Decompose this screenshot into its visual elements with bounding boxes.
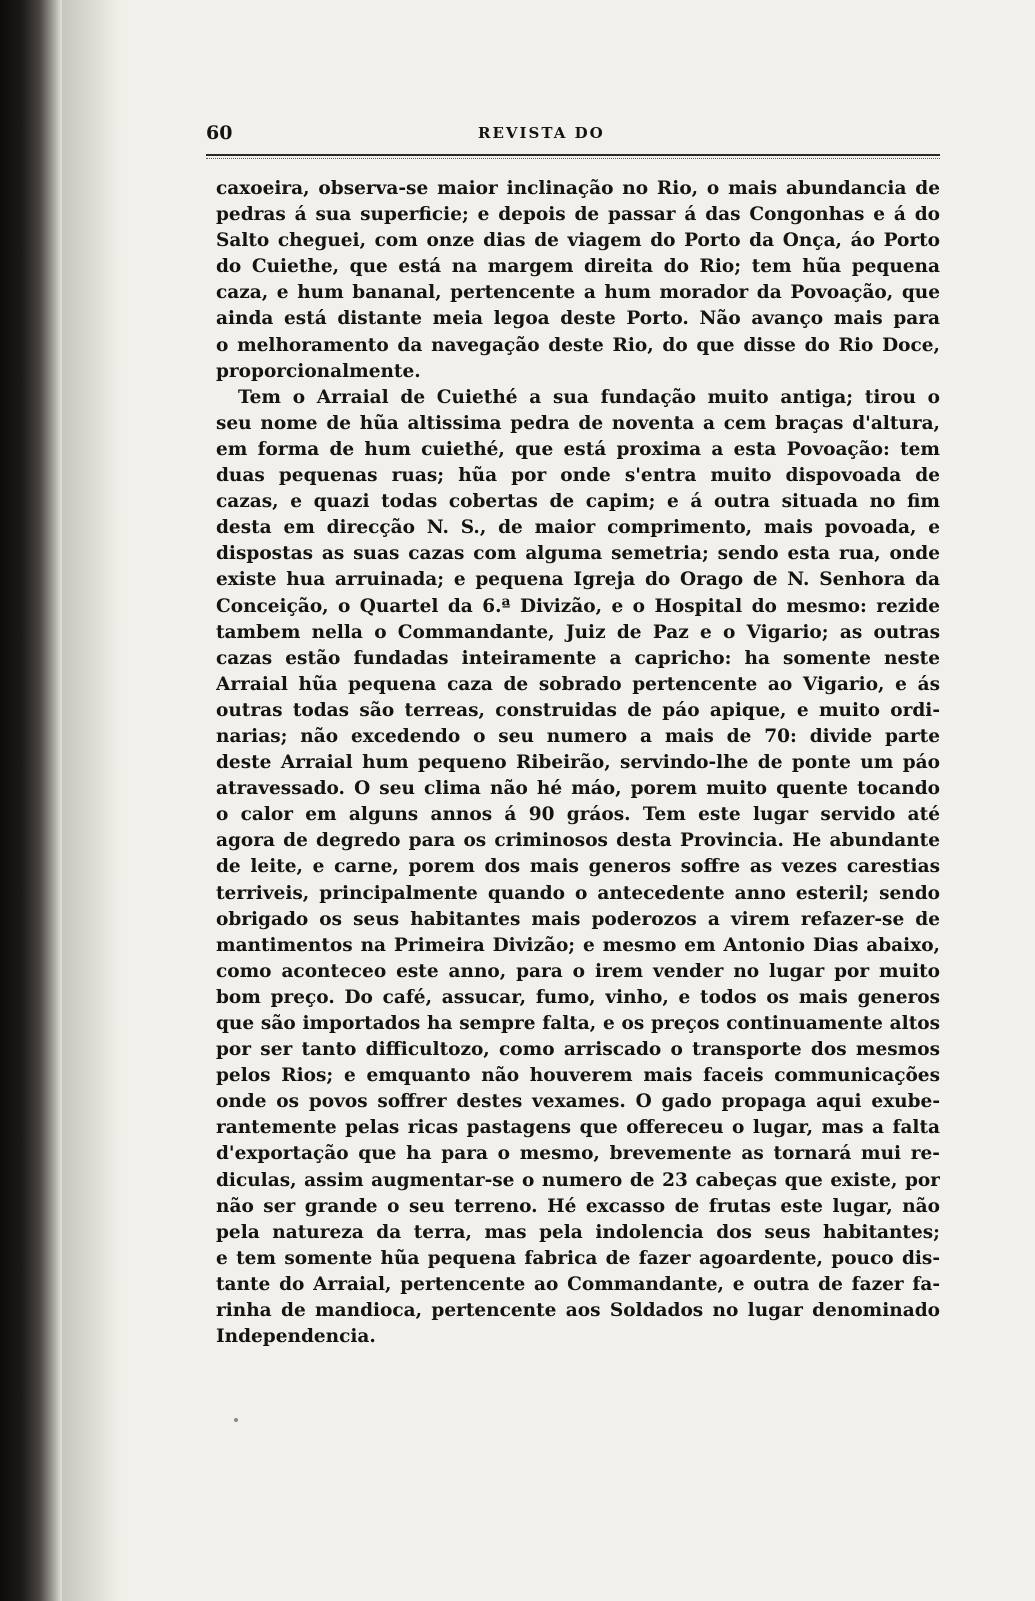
- text-line: proporcionalmente.: [216, 360, 421, 382]
- header-rule: [206, 154, 940, 156]
- page-header: [206, 118, 938, 148]
- text-line: Tem o Arraial de Cuiethé a sua fundação muito antiga; tirou o: [238, 386, 940, 408]
- text-line: caza, e hum bananal, pertencente a hum morador da Povoação, que: [216, 282, 940, 304]
- text-line: caxoeira, observa-se maior inclinação no Rio, o mais abundancia de: [216, 178, 940, 199]
- text-line: que são importados ha sempre falta, e os preços continuamente altos: [216, 1013, 940, 1034]
- text-line: onde os povos soffrer destes vexames. O gado propaga aqui exube-: [216, 1091, 940, 1113]
- text-line: outras todas são terreas, construidas de páo apique, e muito ordi-: [216, 699, 940, 721]
- running-head: REVISTA DO: [478, 124, 605, 142]
- text-line: por ser tanto difficultozo, como arriscado o transporte dos mesmos: [216, 1039, 940, 1061]
- text-line: tante do Arraial, pertencente ao Commandante, e outra de fazer fa-: [216, 1273, 940, 1295]
- text-line: rantemente pelas ricas pastagens que offereceu o lugar, mas a falta: [216, 1117, 940, 1139]
- text-line: Salto cheguei, com onze dias de viagem do Porto da Onça, áo Porto: [216, 230, 940, 252]
- page-number: 60: [206, 122, 233, 144]
- header-rule-dotted: [206, 158, 940, 159]
- text-line: seu nome de hũa altissima pedra de noventa a cem braças d'altura,: [216, 412, 940, 434]
- text-line: como aconteceo este anno, para o irem vender no lugar por muito: [216, 960, 940, 982]
- text-line: cazas estão fundadas inteiramente a capricho: ha somente neste: [216, 647, 940, 669]
- text-line: o calor em alguns annos á 90 gráos. Tem este lugar servido até: [216, 804, 940, 826]
- text-line: de leite, e carne, porem dos mais generos soffre as vezes carestias: [216, 856, 940, 878]
- text-line: obrigado os seus habitantes mais poderozos a virem refazer-se de: [216, 908, 940, 930]
- text-line: pela natureza da terra, mas pela indolencia dos seus habitantes;: [216, 1221, 940, 1243]
- paper-speck: [234, 1418, 238, 1422]
- text-line: Independencia.: [216, 1326, 376, 1348]
- text-line: e tem somente hũa pequena fabrica de fazer agoardente, pouco dis-: [216, 1247, 940, 1269]
- body-text: [216, 176, 940, 1350]
- text-line: bom preço. Do café, assucar, fumo, vinho, e todos os mais generos: [216, 986, 940, 1008]
- text-line: rinha de mandioca, pertencente aos Soldados no lugar denominado: [216, 1300, 940, 1322]
- text-line: ainda está distante meia legoa deste Porto. Não avanço mais para: [216, 308, 940, 330]
- text-line: desta em direcção N. S., de maior comprimento, mais povoada, e: [216, 517, 940, 539]
- text-line: cazas, e quazi todas cobertas de capim; e á outra situada no fim: [216, 491, 940, 513]
- text-line: tambem nella o Commandante, Juiz de Paz e o Vigario; as outras: [216, 621, 940, 643]
- text-line: existe hua arruinada; e pequena Igreja do Orago de N. Senhora da: [216, 569, 940, 591]
- text-line: não ser grande o seu terreno. Hé excasso de frutas este lugar, não: [216, 1195, 940, 1217]
- text-line: Conceição, o Quartel da 6.ª Divizão, e o Hospital do mesmo: rezide: [216, 595, 940, 617]
- text-line: Arraial hũa pequena caza de sobrado pertencente ao Vigario, e ás: [216, 673, 940, 695]
- text-line: do Cuiethe, que está na margem direita do Rio; tem hũa pequena: [216, 256, 940, 278]
- text-line: o melhoramento da navegação deste Rio, do que disse do Rio Doce,: [216, 334, 940, 356]
- text-line: dispostas as suas cazas com alguma semetria; sendo esta rua, onde: [216, 543, 940, 565]
- text-line: narias; não excedendo o seu numero a mais de 70: divide parte: [216, 725, 940, 747]
- text-line: agora de degredo para os criminosos desta Provincia. He abundante: [216, 830, 940, 852]
- text-line: terriveis, principalmente quando o antecedente anno esteril; sendo: [216, 882, 940, 904]
- text-line: deste Arraial hum pequeno Ribeirão, servindo-lhe de ponte um páo: [216, 752, 940, 774]
- text-line: em forma de hum cuiethé, que está proxima a esta Povoação: tem: [216, 438, 940, 460]
- text-line: atravessado. O seu clima não hé máo, porem muito quente tocando: [216, 778, 940, 800]
- text-line: pelos Rios; e emquanto não houverem mais faceis communicações: [216, 1065, 940, 1087]
- text-line: diculas, assim augmentar-se o numero de 23 cabeças que existe, por: [216, 1169, 940, 1191]
- text-line: d'exportação que ha para o mesmo, brevemente as tornará mui re-: [216, 1143, 940, 1165]
- text-line: mantimentos na Primeira Divizão; e mesmo em Antonio Dias abaixo,: [216, 934, 940, 956]
- text-line: duas pequenas ruas; hũa por onde s'entra muito dispovoada de: [216, 465, 940, 487]
- text-line: pedras á sua superficie; e depois de passar á das Congonhas e á do: [216, 204, 940, 226]
